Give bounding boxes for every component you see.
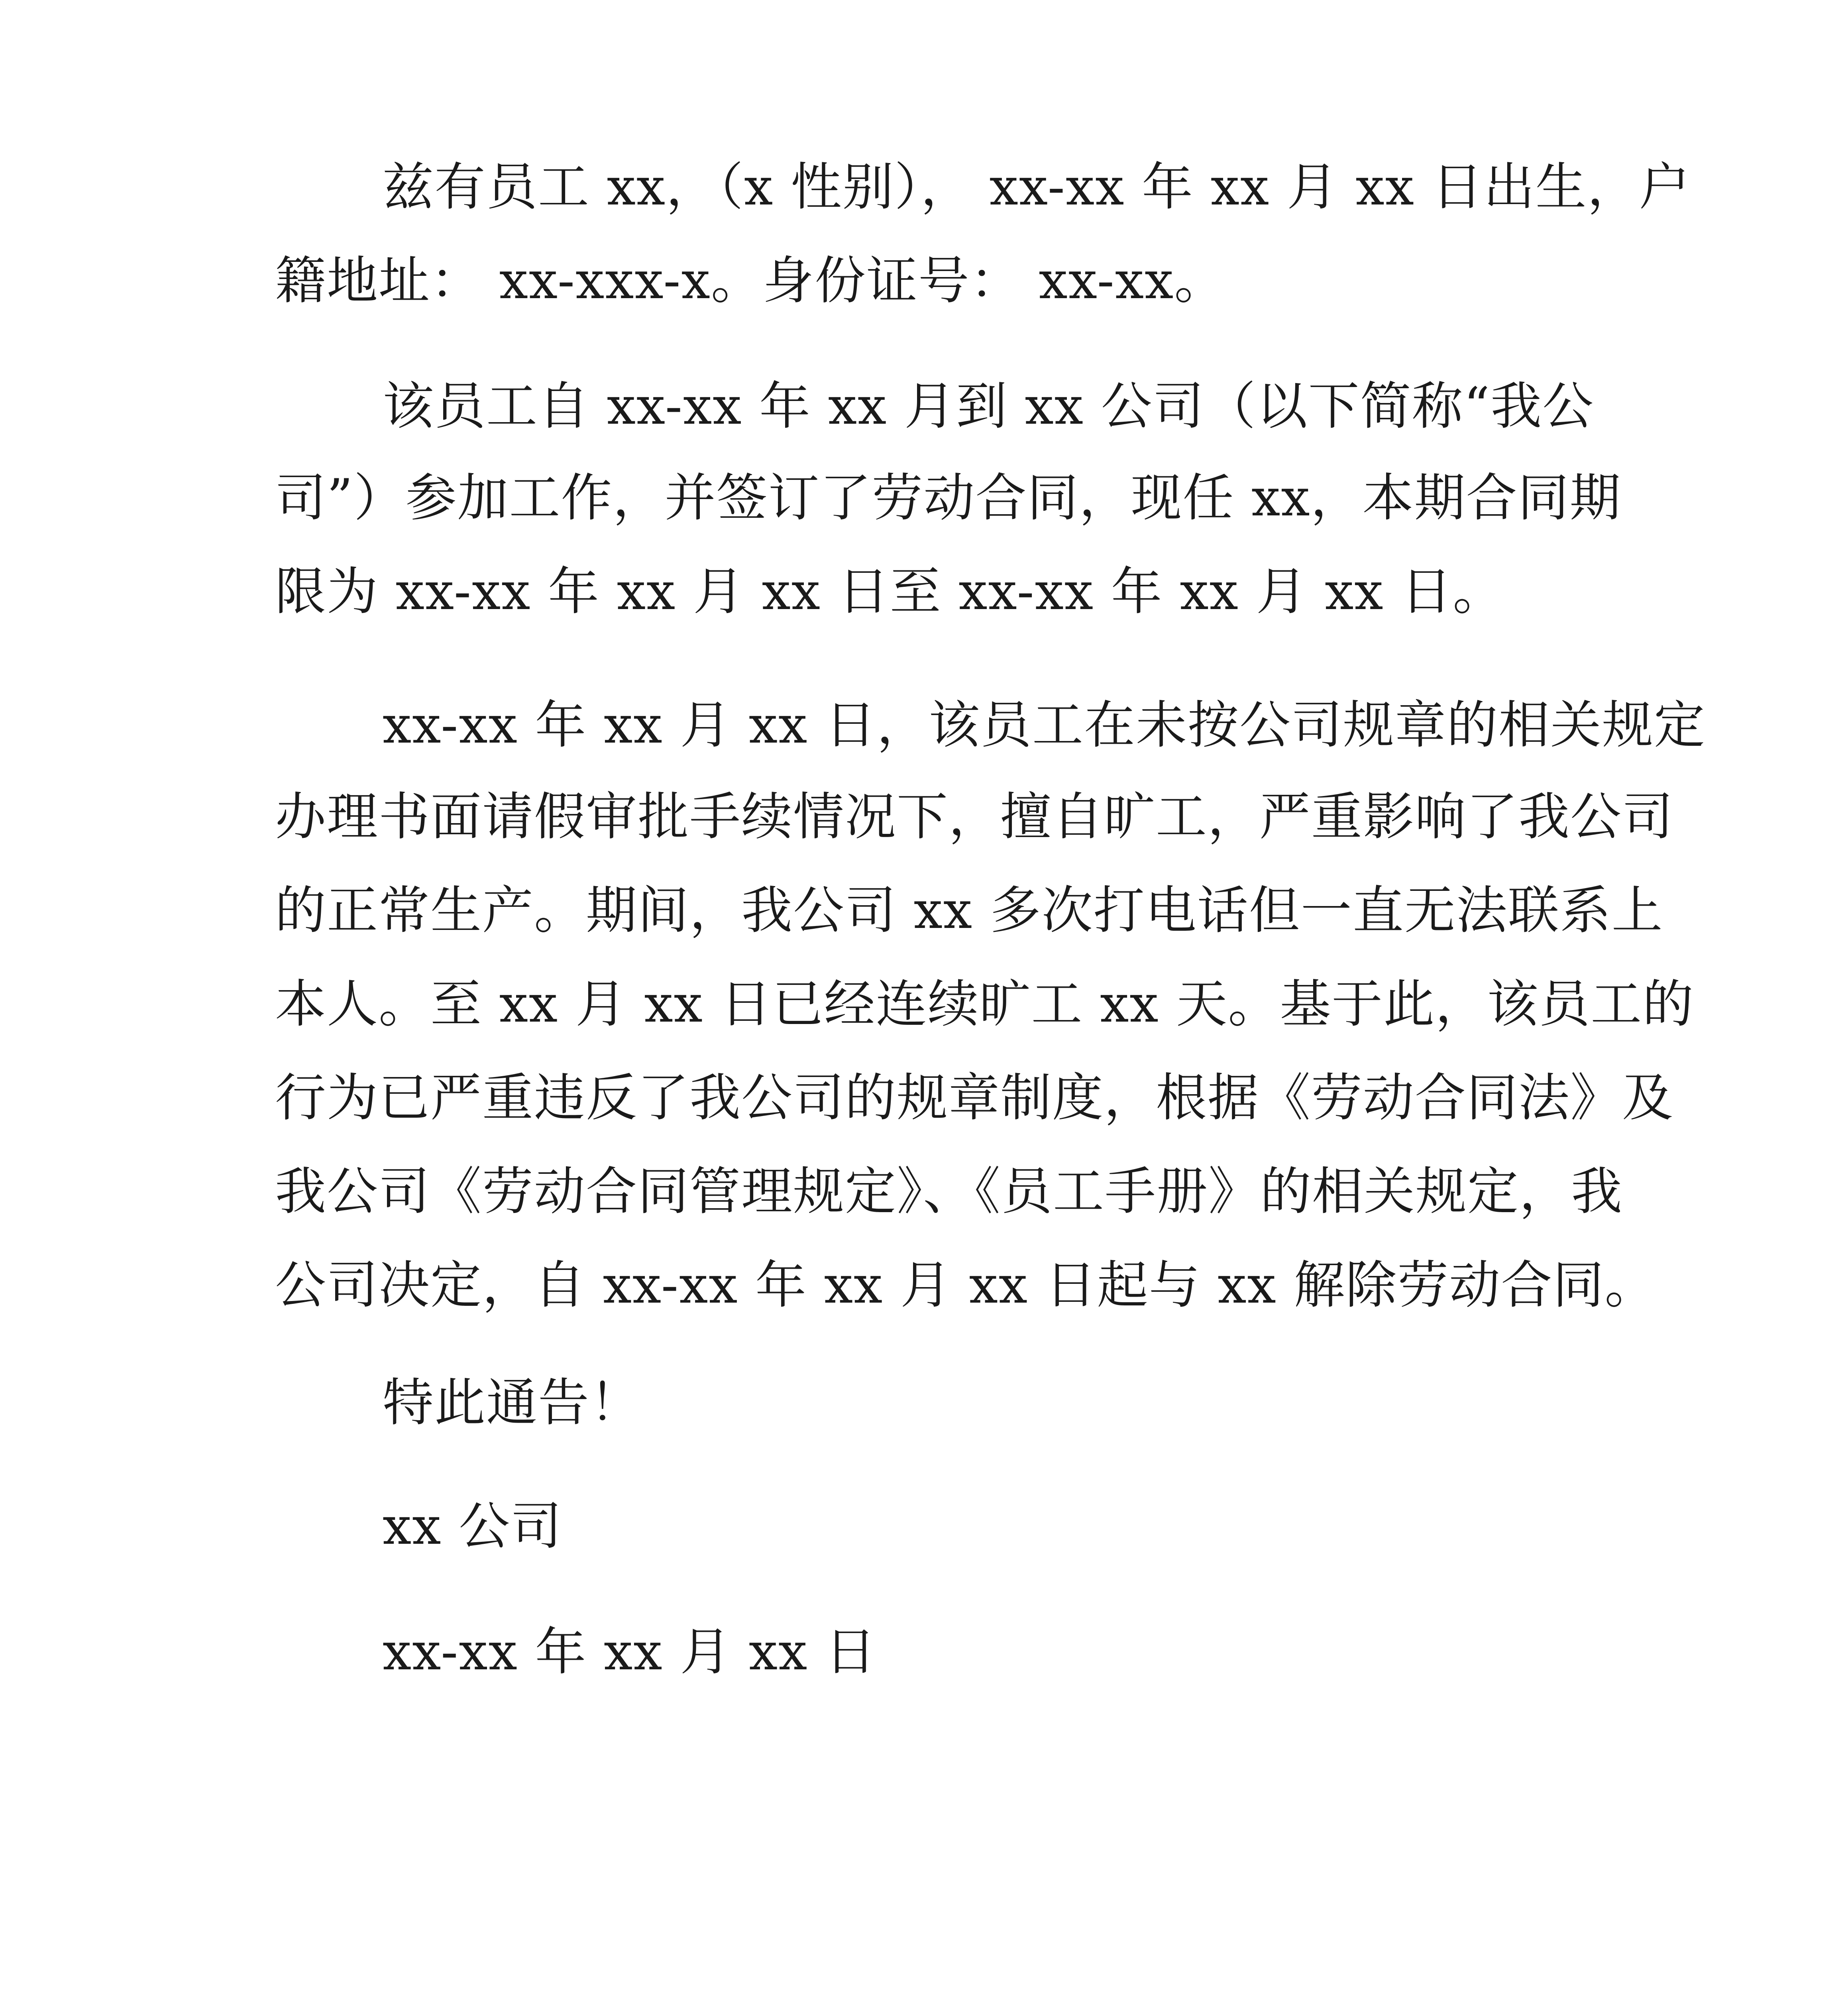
paragraph-3-line-4: 本人。至 xx 月 xx 日已经连续旷工 xx 天。基于此，该员工的 (275, 975, 1695, 1034)
paragraph-1-line-1: 兹有员工 xx，（x 性别）， xx-xx 年 xx 月 xx 日出生，户 (383, 157, 1691, 217)
paragraph-2-line-2: 司”）参加工作，并签订了劳动合同，现任 xx，本期合同期 (275, 468, 1622, 528)
signature-date: xx-xx 年 xx 月 xx 日 (383, 1622, 877, 1682)
paragraph-3-line-7: 公司决定，自 xx-xx 年 xx 月 xx 日起与 xx 解除劳动合同。 (275, 1256, 1657, 1315)
closing-statement: 特此通告！ (383, 1373, 642, 1433)
paragraph-3-line-2: 办理书面请假审批手续情况下，擅自旷工，严重影响了我公司 (275, 787, 1674, 847)
signature-company: xx 公司 (383, 1497, 563, 1556)
paragraph-3-line-3: 的正常生产。期间，我公司 xx 多次打电话但一直无法联系上 (275, 881, 1663, 940)
paragraph-3-line-5: 行为已严重违反了我公司的规章制度，根据《劳动合同法》及 (275, 1068, 1674, 1128)
paragraph-3-line-1: xx-xx 年 xx 月 xx 日，该员工在未按公司规章的相关规定 (383, 696, 1706, 755)
paragraph-1-line-2: 籍地址： xx-xxx-x。身份证号： xx-xx。 (275, 251, 1226, 311)
paragraph-2-line-1: 该员工自 xx-xx 年 xx 月到 xx 公司（以下简称“我公 (383, 377, 1595, 436)
paragraph-2-line-3: 限为 xx-xx 年 xx 月 xx 日至 xx-xx 年 xx 月 xx 日。 (275, 562, 1505, 621)
paragraph-3-line-6: 我公司《劳动合同管理规定》、《员工手册》的相关规定，我 (275, 1162, 1623, 1221)
